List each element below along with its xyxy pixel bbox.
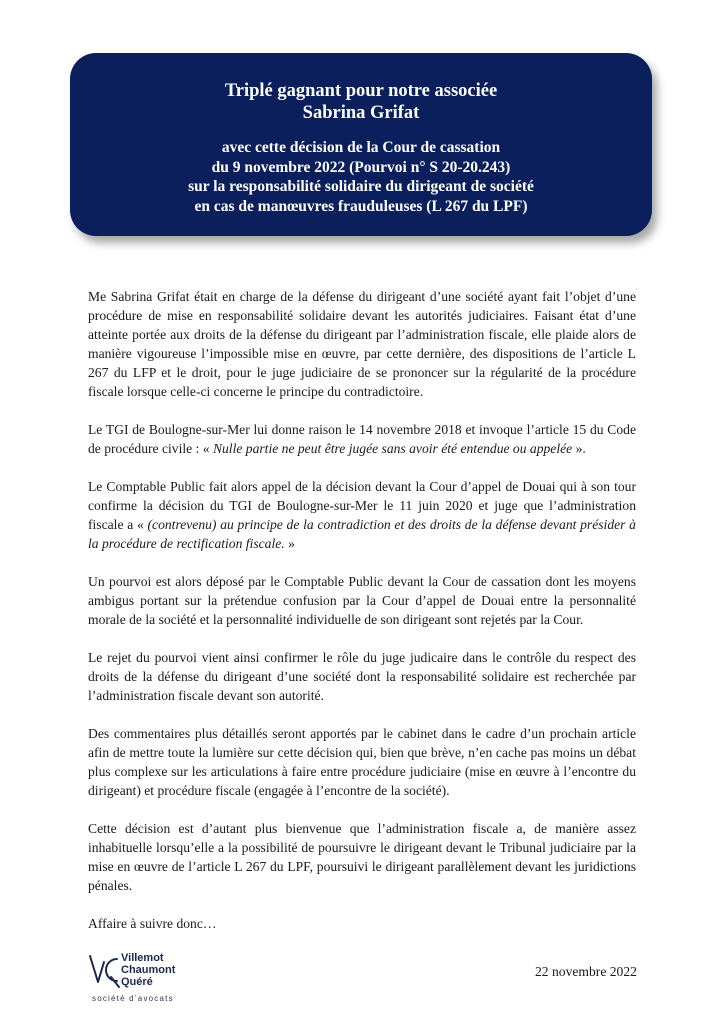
firm-logo	[88, 950, 228, 1010]
paragraph-text: »	[284, 536, 295, 551]
article-body	[88, 287, 636, 952]
logo-tagline: société d’avocats	[92, 994, 174, 1003]
banner-subtitle-line: avec cette décision de la Cour de cassation	[221, 139, 501, 156]
banner-subtitle-line: en cas de manœuvres frauduleuses (L 267 du LPF)	[194, 197, 528, 215]
quote-text: Nulle partie ne peut être jugée sans avoir été entendue ou appelée	[212, 441, 573, 456]
banner-subtitle-line: sur la responsabilité solidaire du dirigeant de société	[188, 178, 534, 195]
closing-line: Affaire à suivre donc…	[88, 916, 217, 931]
quote-text: (contrevenu) au principe de la contradiction et des droits de la défense devant présider à la procédure de rectification fiscale.	[88, 517, 636, 551]
banner-title	[70, 80, 652, 124]
paragraph	[88, 420, 636, 458]
paragraph: Des commentaires plus détaillés seront apportés par le cabinet dans le cadre d’un prochain article afin de mettre toute la lumière sur cette décision qui, bien que brève, n’en cache pas moins un débat plus complexe sur les articulations à faire entre procédure judiciaire (mise en œuvre à l’encontre du dirigeant) et procédure fiscale (engagée à l’encontre de la société).	[88, 726, 636, 798]
paragraph: Me Sabrina Grifat était en charge de la défense du dirigeant d’une société ayant fait l’objet d’une procédure de mise en responsabilité solidaire devant les autorités judiciaires. Faisant état d’une atteinte portée aux droits de la défense du dirigeant par l’administration fiscale, elle plaide alors de manière vigoureuse l’impossible mise en œuvre, par cette dernière, des dispositions de l’article L 267 du LFP et le droit, pour le juge judiciaire de se prononcer sur la régularité de la procédure fiscale lorsque celle-ci concerne le principe du contradictoire.	[88, 289, 636, 399]
document-date: 22 novembre 2022	[535, 964, 637, 979]
paragraph: Cette décision est d’autant plus bienvenue que l’administration fiscale a, de manière assez inhabituelle lorsqu’elle a la possibilité de poursuivre le dirigeant devant le Tribunal judiciaire par la mise en œuvre de l’article L 267 du LPF, poursuivi le dirigeant parallèlement devant les juridictions pénales.	[88, 821, 636, 893]
header-banner	[70, 53, 652, 236]
banner-title-line: Triplé gagnant pour notre associée	[224, 81, 498, 101]
paragraph: Le rejet du pourvoi vient ainsi confirmer le rôle du juge judicaire dans le contrôle du respect des droits de la défense du dirigeant d’une société dont la responsabilité solidaire est recherchée par l’administration fiscale devant son autorité.	[88, 650, 636, 703]
logo-wordmark-line: Chaumont	[121, 964, 176, 976]
paragraph-text: Le Comptable Public fait alors appel de la décision devant la Cour d’appel de Douai qui à son tour confirme la décision du TGI de Boulogne-sur-Mer le 11 juin 2020 et juge que l’administration fiscale a «	[88, 479, 636, 532]
paragraph: Un pourvoi est alors déposé par le Comptable Public devant la Cour de cassation dont les moyens ambigus portant sur la prétendue confusion par la Cour d’appel de Douai entre la personnalité morale de la société et la personnalité individuelle de son dirigeant sont rejetés par la Cour.	[88, 574, 636, 627]
banner-title-line: Sabrina Grifat	[302, 103, 420, 123]
banner-subtitle-line: du 9 novembre 2022 (Pourvoi n° S 20-20.243)	[211, 158, 511, 176]
paragraph-text: ».	[572, 441, 586, 456]
logo-wordmark-line: Quéré	[121, 976, 153, 988]
vcq-monogram-icon	[88, 950, 122, 992]
paragraph	[88, 477, 636, 553]
paragraph-text: Le TGI de Boulogne-sur-Mer lui donne raison le 14 novembre 2018 et invoque l’article 15 du Code de procédure civile : «	[88, 422, 636, 456]
banner-subtitle	[70, 138, 652, 216]
logo-wordmark-line: Villemot	[121, 952, 164, 964]
